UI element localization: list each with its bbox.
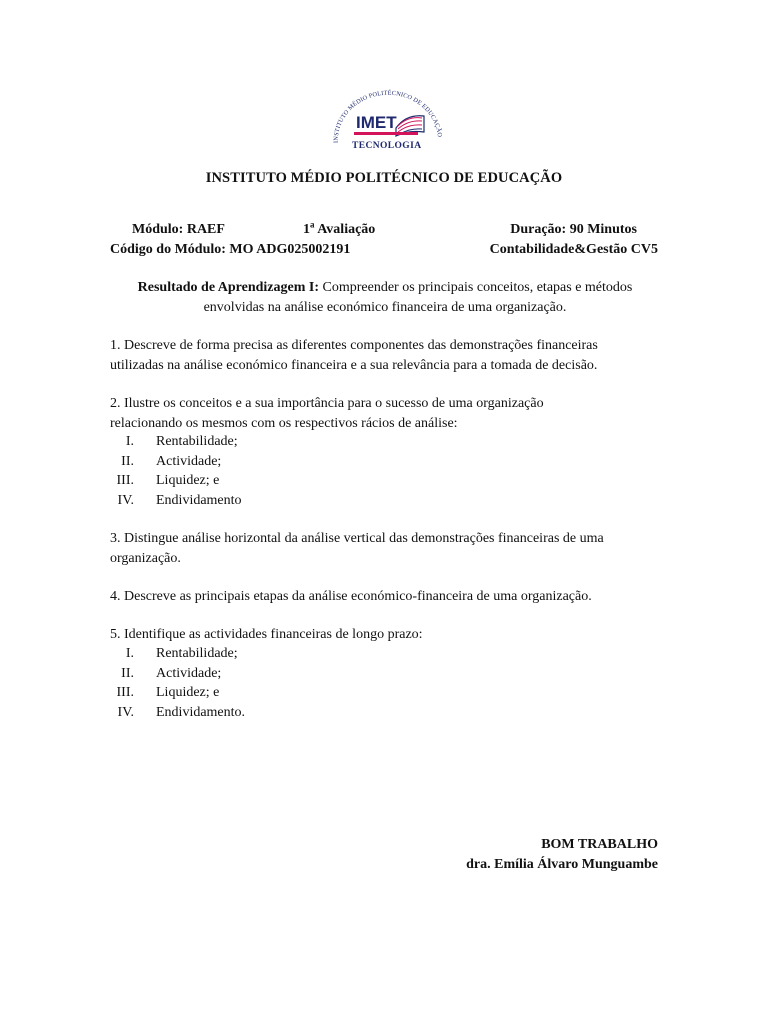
list-item-number: III. — [116, 685, 134, 700]
question-4-line1: 4. Descreve as principais etapas da análise económico-financeira de uma organização. — [110, 589, 592, 604]
list-item-text: Actividade; — [156, 665, 222, 681]
list-item-text: Actividade; — [156, 453, 222, 469]
module-code: Código do Módulo: MO ADG025002191 — [110, 242, 351, 257]
logo-arc-text: INSTITUTO MÉDIO POLITÉCNICO DE EDUCAÇÃO — [332, 89, 444, 144]
question-1-line2: utilizadas na análise económico financeira e a sua relevância para a tomada de decisão. — [110, 358, 598, 373]
logo-subtitle: TECNOLOGIA — [352, 141, 422, 151]
imet-logo — [326, 84, 450, 160]
list-item-text: Liquidez; e — [156, 685, 220, 700]
question-4 — [110, 587, 670, 607]
question-5-line1: 5. Identifique as actividades financeiras de longo prazo: — [110, 627, 423, 642]
list-item — [110, 471, 410, 491]
list-item-text: Endividamento — [156, 492, 242, 508]
question-3-line2: organização. — [110, 551, 181, 566]
list-item-number: IV. — [117, 492, 134, 508]
list-item-text: Endividamento. — [156, 704, 246, 720]
learning-outcome-line2: envolvidas na análise económico financeira de uma organização. — [203, 300, 567, 315]
question-2-line1: 2. Ilustre os conceitos e a sua importância para o sucesso de uma organização — [110, 396, 544, 411]
question-5-list — [110, 644, 410, 722]
evaluation-label — [303, 219, 376, 238]
question-2-list — [110, 432, 410, 510]
list-item — [110, 664, 410, 684]
list-item — [110, 644, 410, 664]
learning-outcome-label: Resultado de Aprendizagem I: — [137, 280, 319, 295]
list-item — [110, 491, 410, 511]
evaluation-ordinal: a — [310, 219, 315, 230]
question-3 — [110, 529, 670, 569]
logo-acronym: IMET — [356, 113, 397, 132]
question-2-line2: relacionando os mesmos com os respectivos rácios de análise: — [110, 416, 458, 431]
list-item-text: Rentabilidade; — [156, 434, 238, 449]
course-name: Contabilidade&Gestão CV5 — [489, 242, 658, 257]
evaluation-text: Avaliação — [314, 222, 376, 237]
list-item-number: III. — [116, 473, 134, 488]
duration: Duração: 90 Minutos — [510, 222, 637, 237]
list-item-number: IV. — [117, 704, 134, 720]
signature: dra. Emília Álvaro Munguambe — [466, 857, 658, 872]
list-item — [110, 432, 410, 452]
list-item-number: II. — [121, 665, 134, 681]
question-1 — [110, 336, 670, 376]
learning-outcome — [110, 278, 660, 318]
module-name: Módulo: RAEF — [132, 222, 225, 237]
list-item-number: II. — [121, 453, 134, 469]
closing-greeting: BOM TRABALHO — [541, 837, 658, 852]
list-item-number: I. — [125, 434, 134, 449]
list-item-text: Rentabilidade; — [156, 646, 238, 661]
list-item — [110, 683, 410, 703]
question-1-line1: 1. Descreve de forma precisa as diferentes componentes das demonstrações financeiras — [110, 338, 598, 353]
imet-logo-graphic — [326, 84, 450, 160]
list-item-number: I. — [125, 646, 134, 661]
question-5 — [110, 625, 670, 645]
list-item — [110, 703, 410, 723]
learning-outcome-line1: Compreender os principais conceitos, etapas e métodos — [319, 280, 633, 295]
page-title: INSTITUTO MÉDIO POLITÉCNICO DE EDUCAÇÃO — [205, 170, 563, 186]
question-2 — [110, 394, 670, 434]
logo-stripe — [354, 132, 418, 135]
evaluation-number: 1 — [303, 222, 310, 237]
list-item-text: Liquidez; e — [156, 473, 220, 488]
question-3-line1: 3. Distingue análise horizontal da análise vertical das demonstrações financeiras de uma — [110, 531, 604, 546]
list-item — [110, 452, 410, 472]
